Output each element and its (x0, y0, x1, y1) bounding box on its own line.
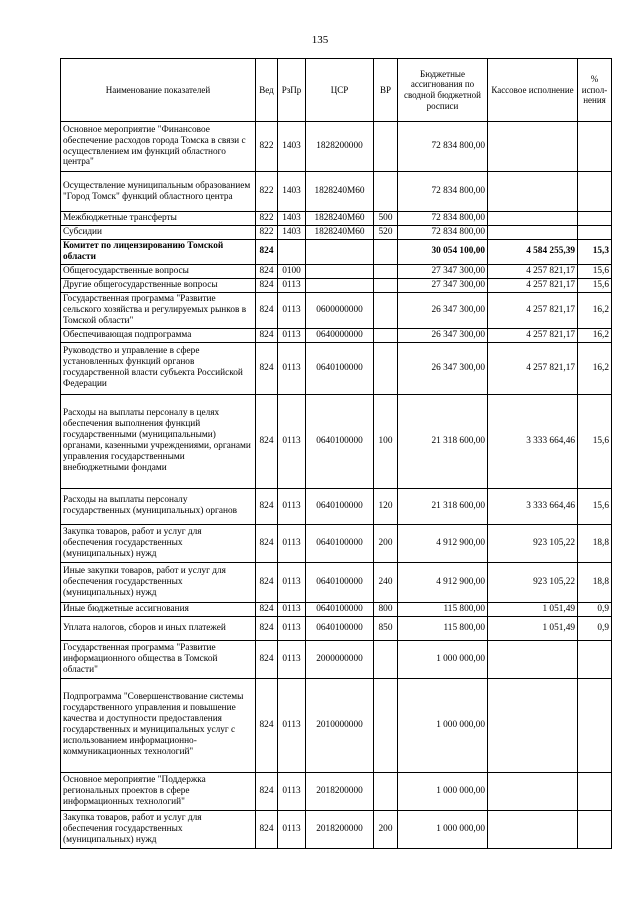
cell-csr: 2018200000 (306, 810, 374, 848)
table-header-row (61, 59, 612, 122)
cell-pct (578, 640, 612, 678)
header-name: Наименование показателей (61, 59, 256, 122)
table-row (61, 394, 612, 488)
header-csr: ЦСР (306, 59, 374, 122)
cell-cash (488, 172, 578, 212)
cell-ved: 824 (256, 616, 278, 640)
cell-ved: 824 (256, 239, 278, 264)
cell-pct: 0,9 (578, 602, 612, 616)
cell-cash: 3 333 664,46 (488, 488, 578, 524)
cell-pct: 15,6 (578, 488, 612, 524)
cell-cash: 923 105,22 (488, 524, 578, 562)
cell-csr: 0600000000 (306, 292, 374, 328)
cell-rzpr: 1403 (278, 122, 306, 172)
cell-assign: 4 912 900,00 (398, 562, 488, 602)
cell-rzpr (278, 239, 306, 264)
table-row (61, 212, 612, 226)
cell-pct: 16,2 (578, 328, 612, 342)
cell-rzpr: 0113 (278, 278, 306, 292)
cell-vr (374, 678, 398, 772)
cell-rzpr: 0113 (278, 602, 306, 616)
cell-vr (374, 239, 398, 264)
cell-csr: 1828240М60 (306, 225, 374, 239)
cell-rzpr: 0113 (278, 328, 306, 342)
cell-csr: 2018200000 (306, 772, 374, 810)
cell-ved: 824 (256, 278, 278, 292)
cell-assign: 1 000 000,00 (398, 640, 488, 678)
cell-name: Основное мероприятие "Финансовое обеспечение расходов города Томска в связи с осуществлением им функций областного центра" (61, 122, 256, 172)
cell-csr: 0640000000 (306, 328, 374, 342)
cell-name: Иные бюджетные ассигнования (61, 602, 256, 616)
cell-pct (578, 172, 612, 212)
cell-ved: 824 (256, 488, 278, 524)
header-vr: ВР (374, 59, 398, 122)
header-ved: Вед (256, 59, 278, 122)
cell-pct (578, 225, 612, 239)
table-row (61, 488, 612, 524)
page-number: 135 (311, 34, 329, 46)
cell-cash: 1 051,49 (488, 602, 578, 616)
cell-name: Общегосударственные вопросы (61, 264, 256, 278)
cell-cash: 4 257 821,17 (488, 278, 578, 292)
cell-assign: 26 347 300,00 (398, 328, 488, 342)
cell-ved: 824 (256, 394, 278, 488)
cell-name: Субсидии (61, 225, 256, 239)
cell-cash: 4 257 821,17 (488, 342, 578, 394)
cell-vr (374, 172, 398, 212)
cell-csr: 1828240М60 (306, 172, 374, 212)
cell-assign: 115 800,00 (398, 602, 488, 616)
cell-rzpr: 0113 (278, 292, 306, 328)
cell-assign: 1 000 000,00 (398, 772, 488, 810)
cell-csr: 0640100000 (306, 394, 374, 488)
table-row (61, 122, 612, 172)
cell-ved: 822 (256, 172, 278, 212)
cell-vr (374, 122, 398, 172)
budget-table (60, 58, 612, 849)
cell-csr: 2010000000 (306, 678, 374, 772)
cell-cash (488, 212, 578, 226)
cell-vr (374, 342, 398, 394)
cell-cash (488, 122, 578, 172)
cell-csr: 0640100000 (306, 524, 374, 562)
cell-pct: 15,6 (578, 278, 612, 292)
cell-name: Подпрограмма "Совершенствование системы государственного управления и повышение качества и доступности предоставления государственных и муниципальных услуг с использованием информационно-коммуникационных технологий" (61, 678, 256, 772)
cell-assign: 26 347 300,00 (398, 292, 488, 328)
cell-vr: 200 (374, 810, 398, 848)
cell-csr: 0640100000 (306, 342, 374, 394)
cell-name: Осуществление муниципальным образованием "Город Томск" функций областного центра (61, 172, 256, 212)
table-row (61, 342, 612, 394)
cell-name: Уплата налогов, сборов и иных платежей (61, 616, 256, 640)
cell-name: Обеспечивающая подпрограмма (61, 328, 256, 342)
table-row (61, 524, 612, 562)
cell-rzpr: 1403 (278, 172, 306, 212)
cell-pct (578, 122, 612, 172)
cell-vr: 800 (374, 602, 398, 616)
cell-vr (374, 278, 398, 292)
cell-ved: 824 (256, 562, 278, 602)
header-assignments: Бюджетные ассигнования по сводной бюджетной росписи (398, 59, 488, 122)
cell-vr: 100 (374, 394, 398, 488)
cell-assign: 1 000 000,00 (398, 810, 488, 848)
cell-name: Межбюджетные трансферты (61, 212, 256, 226)
cell-csr (306, 278, 374, 292)
cell-cash: 923 105,22 (488, 562, 578, 602)
cell-rzpr: 1403 (278, 212, 306, 226)
table-row (61, 239, 612, 264)
table-row (61, 678, 612, 772)
cell-pct: 15,6 (578, 394, 612, 488)
cell-ved: 824 (256, 640, 278, 678)
cell-pct (578, 212, 612, 226)
cell-name: Другие общегосударственные вопросы (61, 278, 256, 292)
cell-name: Закупка товаров, работ и услуг для обеспечения государственных (муниципальных) нужд (61, 810, 256, 848)
cell-ved: 824 (256, 772, 278, 810)
cell-ved: 822 (256, 225, 278, 239)
cell-pct: 18,8 (578, 524, 612, 562)
cell-cash: 1 051,49 (488, 616, 578, 640)
table-row (61, 562, 612, 602)
cell-vr (374, 772, 398, 810)
table-row (61, 602, 612, 616)
cell-name: Иные закупки товаров, работ и услуг для обеспечения государственных (муниципальных) нужд (61, 562, 256, 602)
cell-ved: 824 (256, 524, 278, 562)
table-row (61, 772, 612, 810)
cell-ved: 822 (256, 212, 278, 226)
cell-rzpr: 0113 (278, 772, 306, 810)
cell-pct: 15,6 (578, 264, 612, 278)
cell-assign: 21 318 600,00 (398, 394, 488, 488)
table-row (61, 278, 612, 292)
cell-rzpr: 0113 (278, 394, 306, 488)
cell-csr: 2000000000 (306, 640, 374, 678)
cell-vr: 120 (374, 488, 398, 524)
table-row (61, 264, 612, 278)
cell-cash: 4 257 821,17 (488, 292, 578, 328)
cell-pct (578, 810, 612, 848)
cell-name: Руководство и управление в сфере установленных функций органов государственной власти субъекта Российской Федерации (61, 342, 256, 394)
header-rzpr: РзПр (278, 59, 306, 122)
cell-vr (374, 640, 398, 678)
table-row (61, 640, 612, 678)
cell-csr: 1828200000 (306, 122, 374, 172)
cell-ved: 824 (256, 602, 278, 616)
table-row (61, 328, 612, 342)
cell-rzpr: 0113 (278, 562, 306, 602)
cell-assign: 115 800,00 (398, 616, 488, 640)
cell-vr: 850 (374, 616, 398, 640)
table-row (61, 225, 612, 239)
cell-csr (306, 264, 374, 278)
cell-vr: 240 (374, 562, 398, 602)
cell-vr: 200 (374, 524, 398, 562)
cell-assign: 21 318 600,00 (398, 488, 488, 524)
cell-cash: 3 333 664,46 (488, 394, 578, 488)
cell-rzpr: 0113 (278, 616, 306, 640)
table-row (61, 292, 612, 328)
cell-cash (488, 810, 578, 848)
cell-assign: 72 834 800,00 (398, 212, 488, 226)
cell-cash: 4 257 821,17 (488, 328, 578, 342)
cell-vr: 500 (374, 212, 398, 226)
cell-cash: 4 257 821,17 (488, 264, 578, 278)
cell-vr (374, 328, 398, 342)
cell-name: Расходы на выплаты персоналу государственных (муниципальных) органов (61, 488, 256, 524)
cell-rzpr: 0113 (278, 488, 306, 524)
cell-assign: 1 000 000,00 (398, 678, 488, 772)
table-row (61, 810, 612, 848)
cell-rzpr: 0113 (278, 342, 306, 394)
cell-pct (578, 772, 612, 810)
cell-cash (488, 640, 578, 678)
cell-rzpr: 0113 (278, 640, 306, 678)
cell-name: Закупка товаров, работ и услуг для обеспечения государственных (муниципальных) нужд (61, 524, 256, 562)
table-row (61, 172, 612, 212)
cell-ved: 824 (256, 342, 278, 394)
cell-ved: 824 (256, 264, 278, 278)
cell-vr (374, 292, 398, 328)
cell-csr: 1828240М60 (306, 212, 374, 226)
cell-assign: 27 347 300,00 (398, 264, 488, 278)
cell-pct: 16,2 (578, 342, 612, 394)
cell-csr: 0640100000 (306, 562, 374, 602)
cell-name: Государственная программа "Развитие сельского хозяйства и регулируемых рынков в Томской области" (61, 292, 256, 328)
cell-ved: 824 (256, 328, 278, 342)
cell-csr: 0640100000 (306, 602, 374, 616)
cell-assign: 26 347 300,00 (398, 342, 488, 394)
table-row (61, 616, 612, 640)
cell-rzpr: 0100 (278, 264, 306, 278)
cell-csr: 0640100000 (306, 616, 374, 640)
header-cash-execution: Кассовое исполнение (488, 59, 578, 122)
cell-rzpr: 0113 (278, 810, 306, 848)
cell-ved: 824 (256, 810, 278, 848)
cell-name: Основное мероприятие "Поддержка региональных проектов в сфере информационных технологий" (61, 772, 256, 810)
cell-name: Расходы на выплаты персоналу в целях обеспечения выполнения функций государственными (муниципальными) органами, казенными учреждениями, органами управления государственными внебюджетными фондами (61, 394, 256, 488)
cell-cash (488, 772, 578, 810)
cell-rzpr: 1403 (278, 225, 306, 239)
cell-rzpr: 0113 (278, 524, 306, 562)
header-percent: % испол-нения (578, 59, 612, 122)
cell-assign: 4 912 900,00 (398, 524, 488, 562)
cell-name: Комитет по лицензированию Томской области (61, 239, 256, 264)
cell-pct (578, 678, 612, 772)
cell-cash: 4 584 255,39 (488, 239, 578, 264)
cell-assign: 72 834 800,00 (398, 172, 488, 212)
cell-cash (488, 678, 578, 772)
cell-ved: 824 (256, 678, 278, 772)
cell-assign: 30 054 100,00 (398, 239, 488, 264)
cell-rzpr: 0113 (278, 678, 306, 772)
cell-ved: 822 (256, 122, 278, 172)
cell-pct: 16,2 (578, 292, 612, 328)
cell-pct: 15,3 (578, 239, 612, 264)
cell-assign: 72 834 800,00 (398, 225, 488, 239)
cell-cash (488, 225, 578, 239)
cell-csr: 0640100000 (306, 488, 374, 524)
cell-pct: 0,9 (578, 616, 612, 640)
cell-assign: 72 834 800,00 (398, 122, 488, 172)
cell-assign: 27 347 300,00 (398, 278, 488, 292)
cell-pct: 18,8 (578, 562, 612, 602)
cell-vr: 520 (374, 225, 398, 239)
cell-csr (306, 239, 374, 264)
cell-ved: 824 (256, 292, 278, 328)
cell-vr (374, 264, 398, 278)
cell-name: Государственная программа "Развитие информационного общества в Томской области" (61, 640, 256, 678)
